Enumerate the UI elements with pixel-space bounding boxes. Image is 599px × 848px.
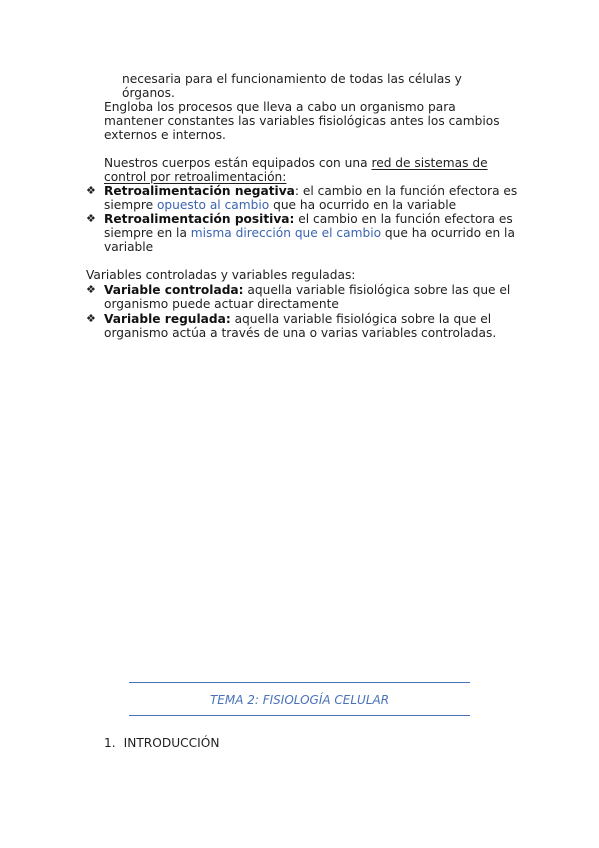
feedback-systems-link-part2: control por retroalimentación: — [104, 170, 287, 184]
para1-line1: necesaria para el funcionamiento de todas las células y — [122, 72, 462, 86]
para1-line2: órganos. — [122, 86, 175, 100]
para2-line3: externos e internos. — [104, 128, 226, 142]
controlled-variable-text: aquella variable fisiológica sobre las que el — [243, 283, 511, 297]
feedback-systems-link-part1: red de sistemas de — [371, 156, 488, 170]
positive-feedback-pre: siempre en la — [104, 226, 191, 240]
positive-feedback-line1 — [104, 212, 513, 226]
heading-number: 1. — [104, 736, 116, 750]
regulated-variable-term: Variable regulada: — [104, 312, 231, 326]
regulated-variable-text: aquella variable fisiológica sobre la que el — [230, 312, 492, 326]
negative-feedback-line1 — [104, 184, 517, 198]
controlled-variable-line2: organismo puede actuar directamente — [104, 297, 339, 311]
diamond-bullet-icon: ❖ — [86, 283, 96, 296]
heading-label: INTRODUCCIÓN — [123, 736, 220, 750]
para3-line1 — [104, 156, 488, 170]
diamond-bullet-icon: ❖ — [86, 212, 96, 225]
controlled-variable-line1 — [104, 283, 510, 297]
variables-intro: Variables controladas y variables reguladas: — [86, 268, 356, 282]
para2-line2: mantener constantes las variables fisiológicas antes los cambios — [104, 114, 500, 128]
positive-feedback-term: Retroalimentación positiva: — [104, 212, 295, 226]
positive-feedback-text: el cambio en la función efectora es — [294, 212, 513, 226]
positive-feedback-line3: variable — [104, 240, 154, 254]
negative-feedback-text: : el cambio en la función efectora es — [294, 184, 518, 198]
numbered-heading — [104, 736, 220, 750]
positive-feedback-post: que ha ocurrido en la — [381, 226, 515, 240]
negative-feedback-post: que ha ocurrido en la variable — [269, 198, 457, 212]
negative-feedback-highlight: opuesto al cambio — [156, 198, 270, 212]
diamond-bullet-icon: ❖ — [86, 184, 96, 197]
controlled-variable-term: Variable controlada: — [104, 283, 244, 297]
negative-feedback-line2 — [104, 198, 456, 212]
regulated-variable-line2: organismo actúa a través de una o varias variables controladas. — [104, 326, 497, 340]
positive-feedback-highlight: misma dirección que el cambio — [190, 226, 382, 240]
negative-feedback-pre: siempre — [104, 198, 157, 212]
diamond-bullet-icon: ❖ — [86, 312, 96, 325]
para2-line1: Engloba los procesos que lleva a cabo un organismo para — [104, 100, 456, 114]
para3-line2 — [104, 170, 286, 184]
section-top-divider — [129, 682, 470, 683]
regulated-variable-line1 — [104, 312, 491, 326]
section-bottom-divider — [129, 715, 470, 716]
para3-pre: Nuestros cuerpos están equipados con una — [104, 156, 372, 170]
negative-feedback-term: Retroalimentación negativa — [104, 184, 295, 198]
positive-feedback-line2 — [104, 226, 515, 240]
section-title: TEMA 2: FISIOLOGÍA CELULAR — [209, 693, 390, 707]
